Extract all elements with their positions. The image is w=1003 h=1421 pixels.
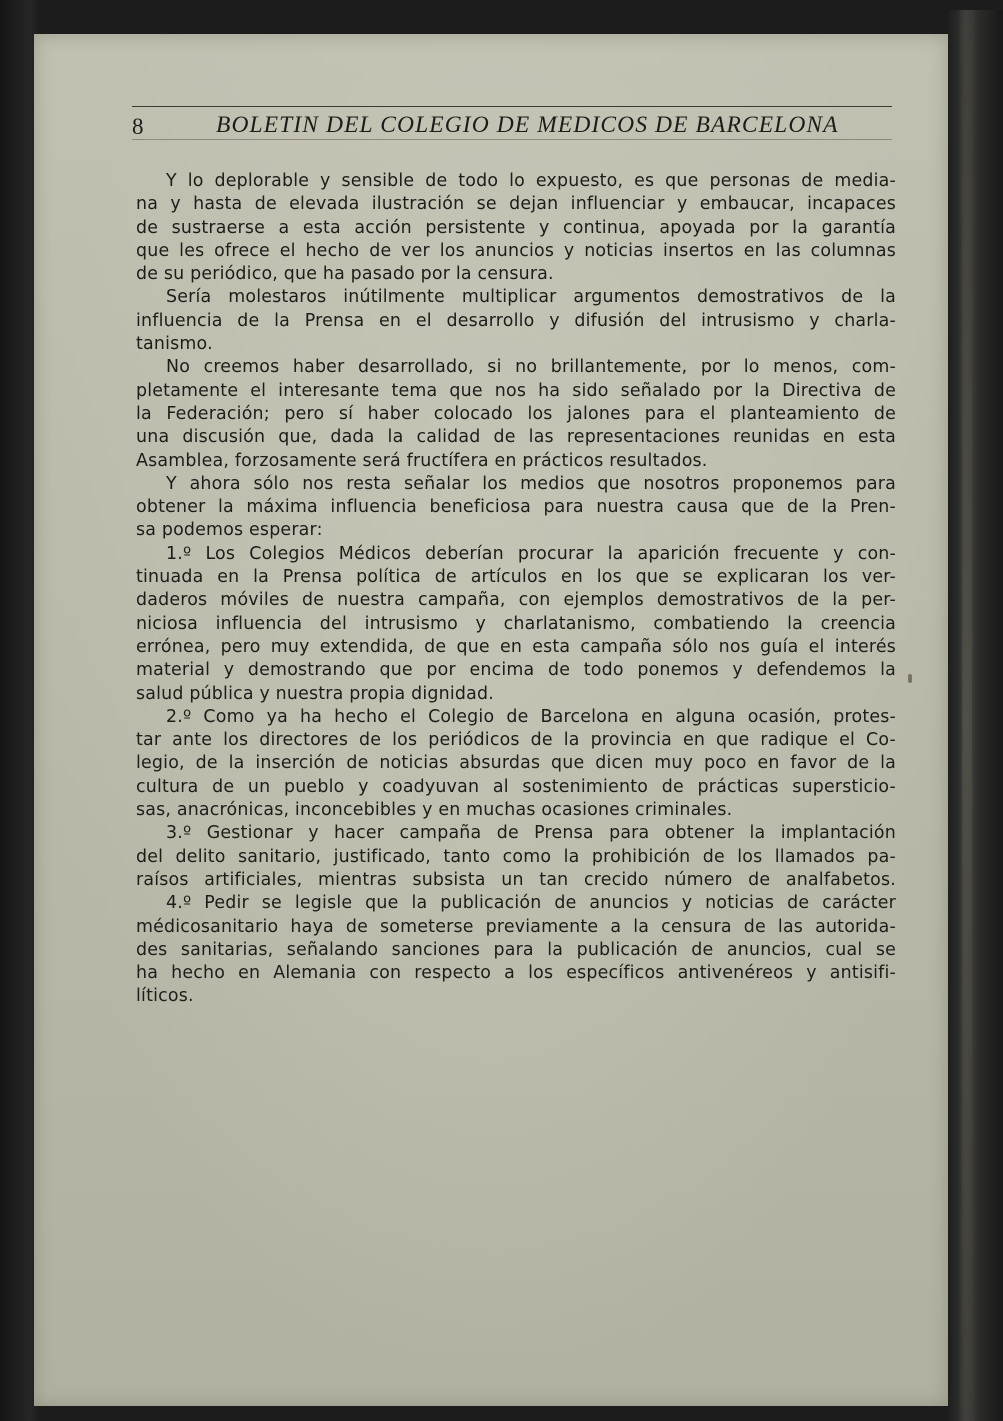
- text-line: sas, anacrónicas, inconcebibles y en muchas ocasiones criminales.: [136, 800, 733, 821]
- text-line: salud pública y nuestra propia dignidad.: [136, 683, 494, 704]
- text-line: tar ante los directores de los periódicos de la provincia en que radique el Co-: [136, 730, 896, 751]
- text-line: ha hecho en Alemania con respecto a los específicos antivenéreos y antisifi-: [136, 963, 896, 984]
- text-line: sa podemos esperar:: [136, 520, 323, 541]
- text-line: 4.º Pedir se legisle que la publicación de anuncios y noticias de carácter: [166, 893, 896, 914]
- text-line: niciosa influencia del intrusismo y charlatanismo, combatiendo la creencia: [136, 613, 896, 634]
- header-rule-lower: [132, 139, 892, 140]
- text-line: una discusión que, dada la calidad de las representaciones reunidas en esta: [136, 427, 896, 448]
- text-line: médicosanitario haya de someterse previamente a la censura de las autorida-: [136, 916, 896, 937]
- running-title: BOLETIN DEL COLEGIO DE MEDICOS DE BARCELONA: [216, 112, 839, 138]
- text-line: Asamblea, forzosamente será fructífera en prácticos resultados.: [136, 450, 708, 471]
- text-line: 3.º Gestionar y hacer campaña de Prensa para obtener la implantación: [166, 823, 896, 844]
- text-line: No creemos haber desarrollado, si no brillantemente, por lo menos, com-: [166, 357, 896, 378]
- text-line: Y ahora sólo nos resta señalar los medios que nosotros proponemos para: [166, 473, 896, 494]
- text-line: tinuada en la Prensa política de artículos en los que se explicaran los ver-: [136, 567, 896, 588]
- text-line: líticos.: [136, 986, 194, 1007]
- header-rule: [132, 106, 892, 107]
- text-line: errónea, pero muy extendida, de que en esta campaña sólo nos guía el interés: [136, 636, 896, 657]
- text-line: que les ofrece el hecho de ver los anuncios y noticias insertos en las columnas: [136, 240, 896, 261]
- text-line: material y demostrando que por encima de todo ponemos y defendemos la: [136, 660, 896, 681]
- text-line: de sustraerse a esta acción persistente y continua, apoyada por la garantía: [136, 217, 896, 238]
- text-line: legio, de la inserción de noticias absurdas que dicen muy poco en favor de la: [136, 753, 896, 774]
- text-line: Sería molestaros inútilmente multiplicar argumentos demostrativos de la: [166, 287, 896, 308]
- page-number: 8: [132, 114, 144, 139]
- text-line: des sanitarias, señalando sanciones para la publicación de anuncios, cual se: [136, 939, 896, 960]
- text-line: 1.º Los Colegios Médicos deberían procurar la aparición frecuente y con-: [166, 543, 896, 564]
- text-line: de su periódico, que ha pasado por la censura.: [136, 264, 554, 285]
- text-line: obtener la máxima influencia beneficiosa para nuestra causa que de la Pren-: [136, 497, 896, 518]
- text-line: na y hasta de elevada ilustración se dejan influenciar y embaucar, incapaces: [136, 194, 896, 215]
- text-line: la Federación; pero sí haber colocado los jalones para el planteamiento de: [136, 403, 896, 424]
- text-line: raísos artificiales, mientras subsista un tan crecido número de analfabetos.: [136, 869, 896, 890]
- facing-page-edge: [948, 10, 1003, 1421]
- text-line: daderos móviles de nuestra campaña, con ejemplos demostrativos de la per-: [136, 590, 896, 611]
- text-line: cultura de un pueblo y coadyuvan al sostenimiento de prácticas supersticio-: [136, 776, 896, 797]
- text-line: del delito sanitario, justificado, tanto como la prohibición de los llamados pa-: [136, 846, 896, 867]
- text-line: influencia de la Prensa en el desarrollo y difusión del intrusismo y charla-: [136, 310, 896, 331]
- text-line: tanismo.: [136, 334, 213, 355]
- paper-blemish: [908, 674, 912, 683]
- text-line: 2.º Como ya ha hecho el Colegio de Barcelona en alguna ocasión, protes-: [166, 706, 896, 727]
- article-body: [136, 170, 896, 1009]
- text-line: Y lo deplorable y sensible de todo lo expuesto, es que personas de media-: [166, 171, 896, 191]
- text-line: pletamente el interesante tema que nos ha sido señalado por la Directiva de: [136, 380, 896, 401]
- running-header: [132, 104, 892, 142]
